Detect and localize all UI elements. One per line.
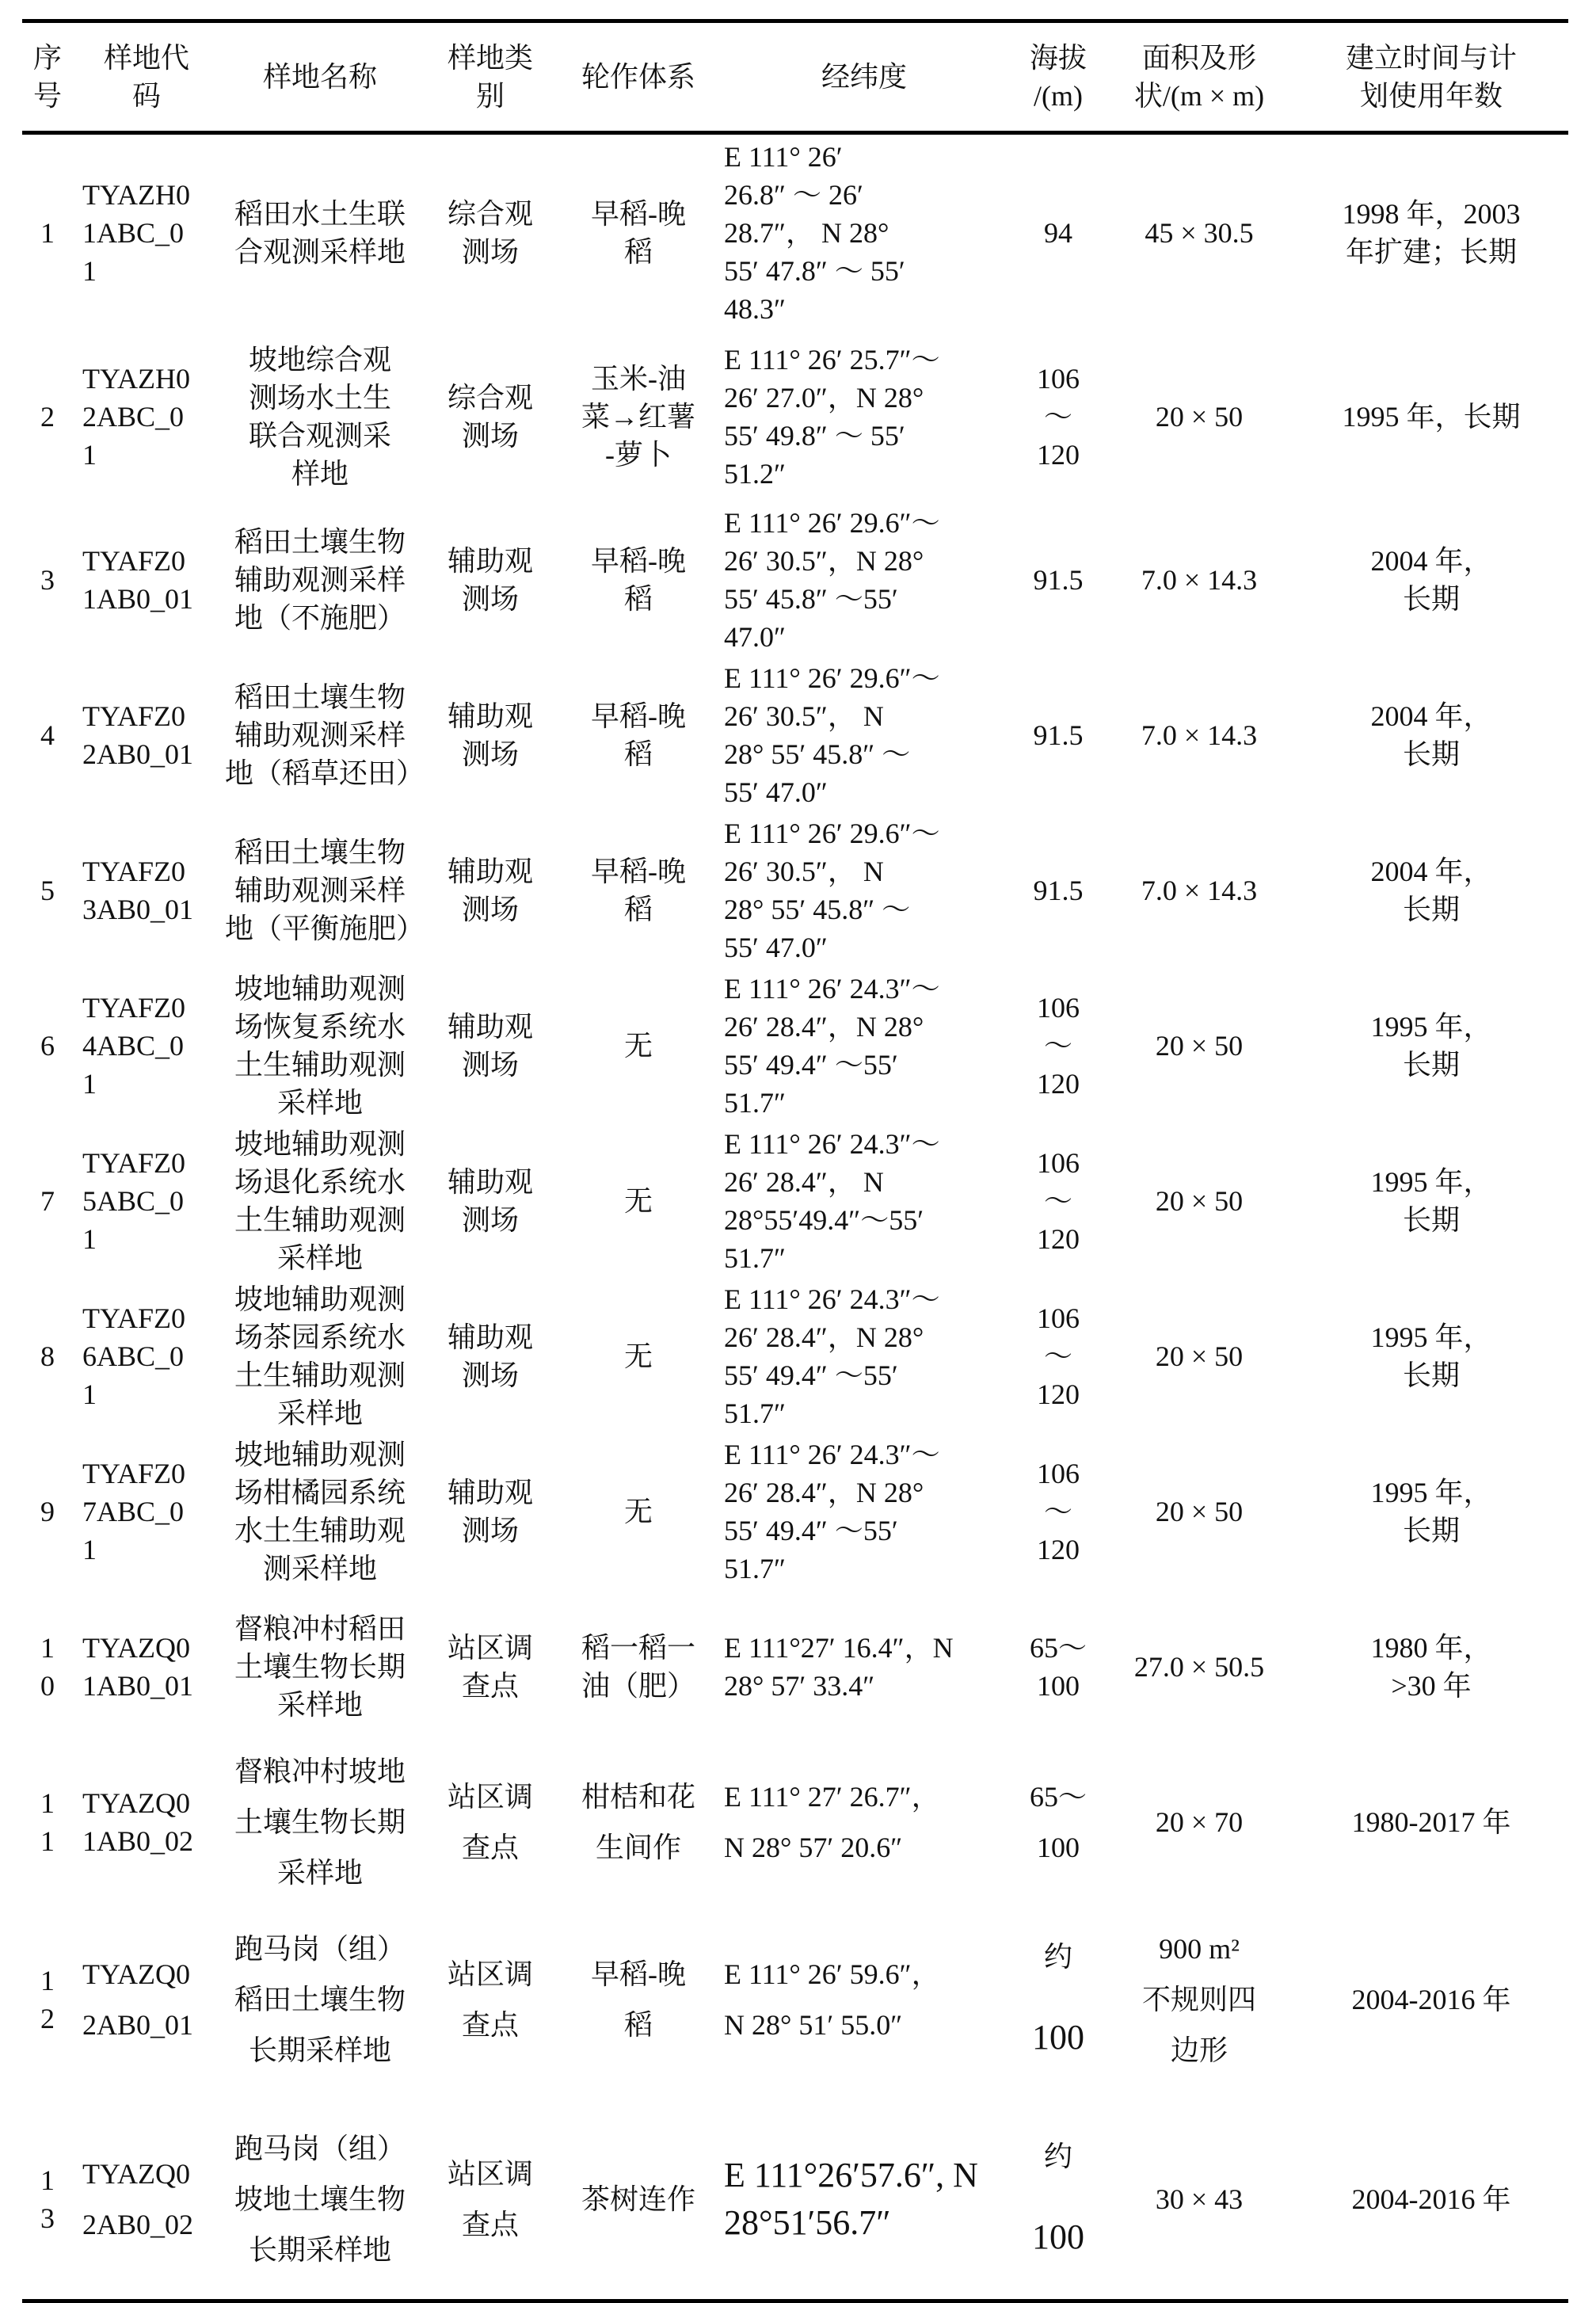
table-row: [22, 331, 1568, 502]
cell-altitude: 91.5: [1033, 719, 1084, 751]
cell-area: 7.0 × 14.3: [1141, 719, 1258, 751]
cell-type: 辅助观 测场: [447, 544, 533, 615]
cell-altitude: 91.5: [1033, 874, 1084, 906]
header-altitude: 海拔 /(m): [1012, 21, 1104, 133]
cell-altitude: 106 ～ 120: [1037, 1457, 1080, 1565]
cell-area: 20 × 70: [1155, 1805, 1244, 1838]
cell-area: 45 × 30.5: [1145, 216, 1254, 249]
cell-latlon: E 111° 26′ 29.6″～ 26′ 30.5″， N 28° 55′ 45.8″ ～ 55′ 47.0″: [724, 662, 940, 808]
sample-plot-table: [22, 19, 1568, 2303]
header-area: 面积及形 状/(m × m): [1104, 21, 1294, 133]
cell-no: 1 1: [40, 1786, 55, 1857]
cell-latlon: E 111° 26′ 24.3″～ 26′ 28.4″，N 28° 55′ 49.4″ ～55′ 51.7″: [724, 972, 940, 1119]
cell-latlon: E 111°27′ 16.4″，N 28° 57′ 33.4″: [724, 1631, 954, 1702]
cell-time: 2004-2016 年: [1351, 2183, 1511, 2215]
cell-type: 站区调 查点: [447, 1958, 533, 2041]
cell-code: TYAFZ0 5ABC_0 1: [82, 1146, 186, 1255]
cell-name: 稻田土壤生物 辅助观测采样 地（稻草还田）: [225, 681, 425, 789]
cell-rotation: 早稻-晚 稻: [591, 1958, 686, 2041]
cell-no: 1 0: [40, 1631, 55, 1702]
cell-area: 30 × 43: [1155, 2183, 1244, 2215]
cell-no: 9: [40, 1495, 55, 1527]
cell-area: 20 × 50: [1155, 1184, 1244, 1217]
cell-rotation: 无: [623, 1184, 653, 1217]
cell-type: 站区调 查点: [447, 1780, 533, 1863]
cell-code: TYAFZ0 4ABC_0 1: [82, 991, 186, 1100]
table-row: [22, 1589, 1568, 1744]
cell-altitude: 91.5: [1033, 563, 1084, 596]
cell-name: 坡地辅助观测 场退化系统水 土生辅助观测 采样地: [234, 1127, 406, 1274]
cell-name: 坡地辅助观测 场柑橘园系统 水土生辅助观 测采样地: [234, 1438, 406, 1584]
cell-code: TYAFZ0 3AB0_01: [82, 855, 194, 925]
cell-code: TYAZQ0 2AB0_02: [82, 2157, 194, 2240]
cell-code: TYAZH0 2ABC_0 1: [82, 362, 190, 471]
cell-rotation: 早稻-晚 稻: [591, 700, 686, 770]
cell-code: TYAZQ0 2AB0_01: [82, 1958, 194, 2041]
cell-type: 辅助观 测场: [447, 700, 533, 770]
cell-time: 1995 年， 长期: [1370, 1165, 1492, 1236]
cell-code: TYAZQ0 1AB0_01: [82, 1631, 194, 1702]
cell-time: 1998 年，2003 年扩建；长期: [1342, 197, 1521, 268]
cell-code: TYAZH0 1ABC_0 1: [82, 178, 190, 287]
header-rotation: 轮作体系: [561, 21, 716, 133]
cell-time: 1995 年，长期: [1342, 400, 1521, 433]
cell-rotation: 玉米-油 菜→红薯 -萝卜: [581, 362, 695, 471]
cell-code: TYAZQ0 1AB0_02: [82, 1786, 194, 1857]
table-row: [22, 1123, 1568, 1279]
cell-name: 坡地综合观 测场水土生 联合观测采 样地: [248, 343, 391, 490]
cell-time: 1995 年， 长期: [1370, 1321, 1492, 1391]
altitude-value: 100: [1032, 2217, 1084, 2256]
cell-name: 稻田水土生联 合观测采样地: [234, 197, 406, 268]
cell-area: 27.0 × 50.5: [1133, 1650, 1265, 1683]
cell-rotation: 早稻-晚 稻: [591, 855, 686, 925]
header-time: 建立时间与计 划使用年数: [1294, 21, 1568, 133]
cell-name: 稻田土壤生物 辅助观测采样 地（不施肥）: [234, 525, 406, 634]
cell-type: 辅助观 测场: [447, 1010, 533, 1081]
altitude-prefix: 约: [1043, 2140, 1072, 2172]
cell-type: 综合观 测场: [447, 381, 533, 452]
cell-rotation: 无: [623, 1495, 653, 1527]
cell-time: 2004 年， 长期: [1370, 855, 1492, 925]
cell-no: 1 3: [40, 2164, 55, 2234]
header-type: 样地类 别: [420, 21, 561, 133]
cell-type: 综合观 测场: [447, 197, 533, 268]
cell-code: TYAFZ0 7ABC_0 1: [82, 1457, 186, 1565]
table-row: [22, 658, 1568, 813]
header-latlon: 经纬度: [716, 21, 1012, 133]
table-row: [22, 133, 1568, 331]
altitude-value: 100: [1032, 2017, 1084, 2057]
cell-latlon: E 111° 26′ 24.3″～ 26′ 28.4″，N 28° 55′ 49.4″ ～55′ 51.7″: [724, 1283, 940, 1429]
cell-altitude: [1012, 2099, 1104, 2301]
cell-area: 20 × 50: [1155, 1495, 1244, 1527]
cell-type: 站区调 查点: [447, 1631, 533, 1702]
cell-type: 辅助观 测场: [447, 1476, 533, 1546]
cell-time: 2004 年， 长期: [1370, 544, 1492, 615]
cell-type: 站区调 查点: [447, 2157, 533, 2240]
cell-latlon: E 111° 27′ 26.7″， N 28° 57′ 20.6″: [724, 1780, 940, 1863]
cell-area: 7.0 × 14.3: [1141, 563, 1258, 596]
cell-time: 1995 年， 长期: [1370, 1476, 1492, 1546]
cell-no: 5: [40, 874, 55, 906]
cell-area: 7.0 × 14.3: [1141, 874, 1258, 906]
cell-rotation: 稻一稻一 油（肥）: [581, 1631, 695, 1702]
cell-latlon: E 111° 26′ 24.3″～ 26′ 28.4″， N 28°55′49.4″～55′ 51.7″: [724, 1127, 940, 1274]
cell-no: 8: [40, 1340, 55, 1372]
cell-type: 辅助观 测场: [447, 1321, 533, 1391]
cell-no: 1: [40, 216, 55, 249]
cell-rotation: 无: [623, 1340, 653, 1372]
cell-altitude: 65～ 100: [1029, 1780, 1087, 1863]
cell-altitude: 94: [1044, 216, 1072, 249]
cell-code: TYAFZ0 6ABC_0 1: [82, 1302, 186, 1410]
cell-type: 辅助观 测场: [447, 855, 533, 925]
cell-rotation: 早稻-晚 稻: [591, 197, 686, 268]
cell-name: 坡地辅助观测 场恢复系统水 土生辅助观测 采样地: [234, 972, 406, 1119]
header-no: 序 号: [22, 21, 73, 133]
table-row: [22, 968, 1568, 1123]
table-row: [22, 1434, 1568, 1589]
cell-latlon: E 111° 26′ 59.6″， N 28° 51′ 55.0″: [724, 1958, 940, 2041]
table-header-row: [22, 21, 1568, 133]
cell-rotation: 茶树连作: [581, 2183, 695, 2215]
cell-area: 900 m² 不规则四 边形: [1141, 1932, 1256, 2066]
cell-rotation: 柑桔和花 生间作: [581, 1780, 695, 1863]
cell-altitude: 106 ～ 120: [1037, 362, 1080, 471]
table-row: [22, 1279, 1568, 1434]
cell-time: 1995 年， 长期: [1370, 1010, 1492, 1081]
table-row: [22, 502, 1568, 658]
cell-name: 督粮冲村稻田 土壤生物长期 采样地: [234, 1612, 406, 1721]
cell-latlon: E 111°26′57.6″, N 28°51′56.7″: [724, 2155, 978, 2242]
cell-name: 督粮冲村坡地 土壤生物长期 采样地: [234, 1755, 406, 1889]
cell-time: 1980-2017 年: [1351, 1805, 1511, 1838]
header-name: 样地名称: [220, 21, 420, 133]
cell-altitude: [1012, 1900, 1104, 2099]
cell-no: 6: [40, 1029, 55, 1062]
cell-latlon: E 111° 26′ 29.6″～ 26′ 30.5″，N 28° 55′ 45.8″ ～55′ 47.0″: [724, 506, 940, 653]
cell-name: 跑马岗（组） 稻田土壤生物 长期采样地: [234, 1932, 406, 2066]
table-row: [22, 813, 1568, 968]
table-row: [22, 2099, 1568, 2301]
cell-altitude: 106 ～ 120: [1037, 991, 1080, 1100]
cell-no: 1 2: [40, 1964, 55, 2034]
cell-name: 坡地辅助观测 场茶园系统水 土生辅助观测 采样地: [234, 1283, 406, 1429]
cell-altitude: 106 ～ 120: [1037, 1146, 1080, 1255]
cell-area: 20 × 50: [1155, 400, 1244, 433]
cell-code: TYAFZ0 2AB0_01: [82, 700, 194, 770]
cell-no: 7: [40, 1184, 55, 1217]
table-row: [22, 1744, 1568, 1900]
cell-area: 20 × 50: [1155, 1340, 1244, 1372]
cell-no: 2: [40, 400, 55, 433]
cell-latlon: E 111° 26′ 25.7″～ 26′ 27.0″，N 28° 55′ 49.8″ ～ 55′ 51.2″: [724, 343, 940, 490]
cell-latlon: E 111° 26′ 26.8″ ～ 26′ 28.7″， N 28° 55′ 47.8″ ～ 55′ 48.3″: [724, 140, 905, 325]
cell-altitude: 65～ 100: [1029, 1631, 1087, 1702]
cell-latlon: E 111° 26′ 29.6″～ 26′ 30.5″， N 28° 55′ 45.8″ ～ 55′ 47.0″: [724, 817, 940, 963]
cell-time: 1980 年， >30 年: [1370, 1631, 1492, 1702]
cell-name: 稻田土壤生物 辅助观测采样 地（平衡施肥）: [225, 836, 425, 944]
cell-name: 跑马岗（组） 坡地土壤生物 长期采样地: [234, 2132, 406, 2266]
cell-latlon: E 111° 26′ 24.3″～ 26′ 28.4″，N 28° 55′ 49.4″ ～55′ 51.7″: [724, 1438, 940, 1584]
table-row: [22, 1900, 1568, 2099]
header-code: 样地代 码: [73, 21, 220, 133]
cell-code: TYAFZ0 1AB0_01: [82, 544, 194, 615]
cell-no: 4: [40, 719, 55, 751]
cell-type: 辅助观 测场: [447, 1165, 533, 1236]
cell-rotation: 早稻-晚 稻: [591, 544, 686, 615]
cell-altitude: 106 ～ 120: [1037, 1302, 1080, 1410]
cell-no: 3: [40, 563, 55, 596]
altitude-prefix: 约: [1043, 1940, 1072, 1973]
cell-rotation: 无: [623, 1029, 653, 1062]
cell-time: 2004-2016 年: [1351, 1983, 1511, 2015]
cell-time: 2004 年， 长期: [1370, 700, 1492, 770]
cell-area: 20 × 50: [1155, 1029, 1244, 1062]
